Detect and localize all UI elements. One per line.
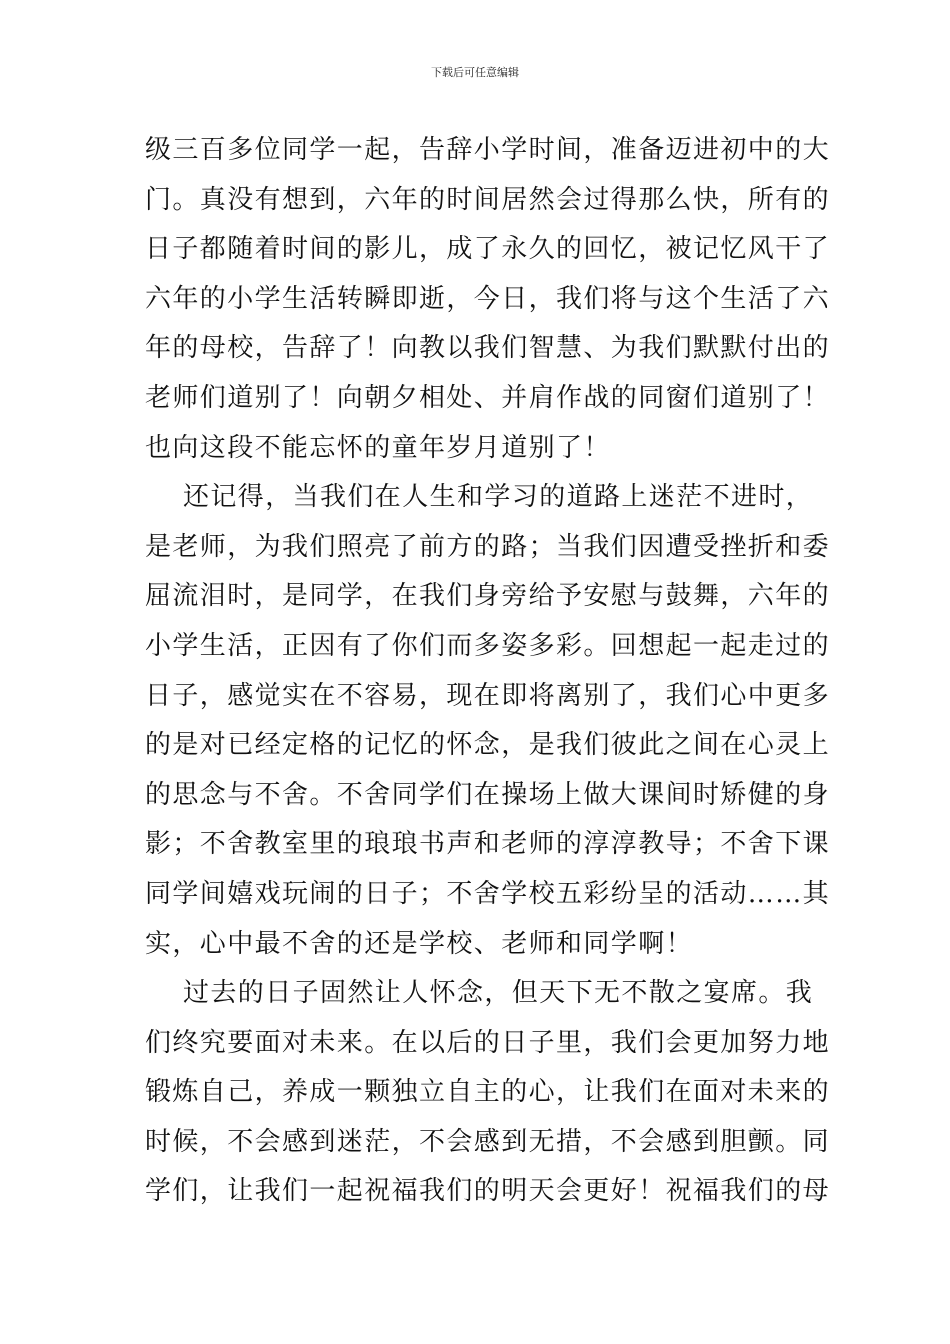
paragraph-start-line: 过去的日子固然让人怀念，但天下无不散之宴席。我 (183, 978, 814, 1009)
text-line: 屈流泪时，是同学，在我们身旁给予安慰与鼓舞，六年的 (145, 581, 831, 612)
text-line: 小学生活，正因有了你们而多姿多彩。回想起一起走过的 (145, 630, 831, 661)
page-header: 下载后可任意编辑 (431, 66, 519, 79)
document-body (145, 126, 831, 1217)
text-line: 六年的小学生活转瞬即逝，今日，我们将与这个生活了六 (145, 283, 831, 314)
text-line: 的思念与不舍。不舍同学们在操场上做大课间时矫健的身 (145, 779, 831, 810)
text-line: 门。真没有想到，六年的时间居然会过得那么快，所有的 (145, 184, 831, 215)
text-line: 是老师，为我们照亮了前方的路；当我们因遭受挫折和委 (145, 531, 831, 562)
text-line: 也向这段不能忘怀的童年岁月道别了！ (145, 432, 611, 463)
text-line: 实，心中最不舍的还是学校、老师和同学啊！ (145, 928, 694, 959)
text-line: 同学间嬉戏玩闹的日子；不舍学校五彩纷呈的活动……其 (145, 878, 831, 909)
text-line: 日子都随着时间的影儿，成了永久的回忆，被记忆风干了 (145, 234, 831, 265)
text-line: 影；不舍教室里的琅琅书声和老师的淳淳教导；不舍下课 (145, 829, 831, 860)
text-line: 时候，不会感到迷茫，不会感到无措，不会感到胆颤。同 (145, 1126, 831, 1157)
text-line: 锻炼自己，养成一颗独立自主的心，让我们在面对未来的 (145, 1077, 831, 1108)
text-line: 学们，让我们一起祝福我们的明天会更好！祝福我们的母 (145, 1176, 831, 1207)
text-line: 年的母校，告辞了！向教以我们智慧、为我们默默付出的 (145, 333, 831, 364)
text-line: 的是对已经定格的记忆的怀念，是我们彼此之间在心灵上 (145, 730, 831, 761)
paragraph-start-line: 还记得，当我们在人生和学习的道路上迷茫不进时， (183, 482, 814, 513)
text-line: 级三百多位同学一起，告辞小学时间，准备迈进初中的大 (145, 135, 831, 165)
text-line: 老师们道别了！向朝夕相处、并肩作战的同窗们道别了！ (145, 382, 831, 413)
text-line: 日子，感觉实在不容易，现在即将离别了，我们心中更多 (145, 680, 831, 711)
text-line: 们终究要面对未来。在以后的日子里，我们会更加努力地 (145, 1027, 831, 1058)
